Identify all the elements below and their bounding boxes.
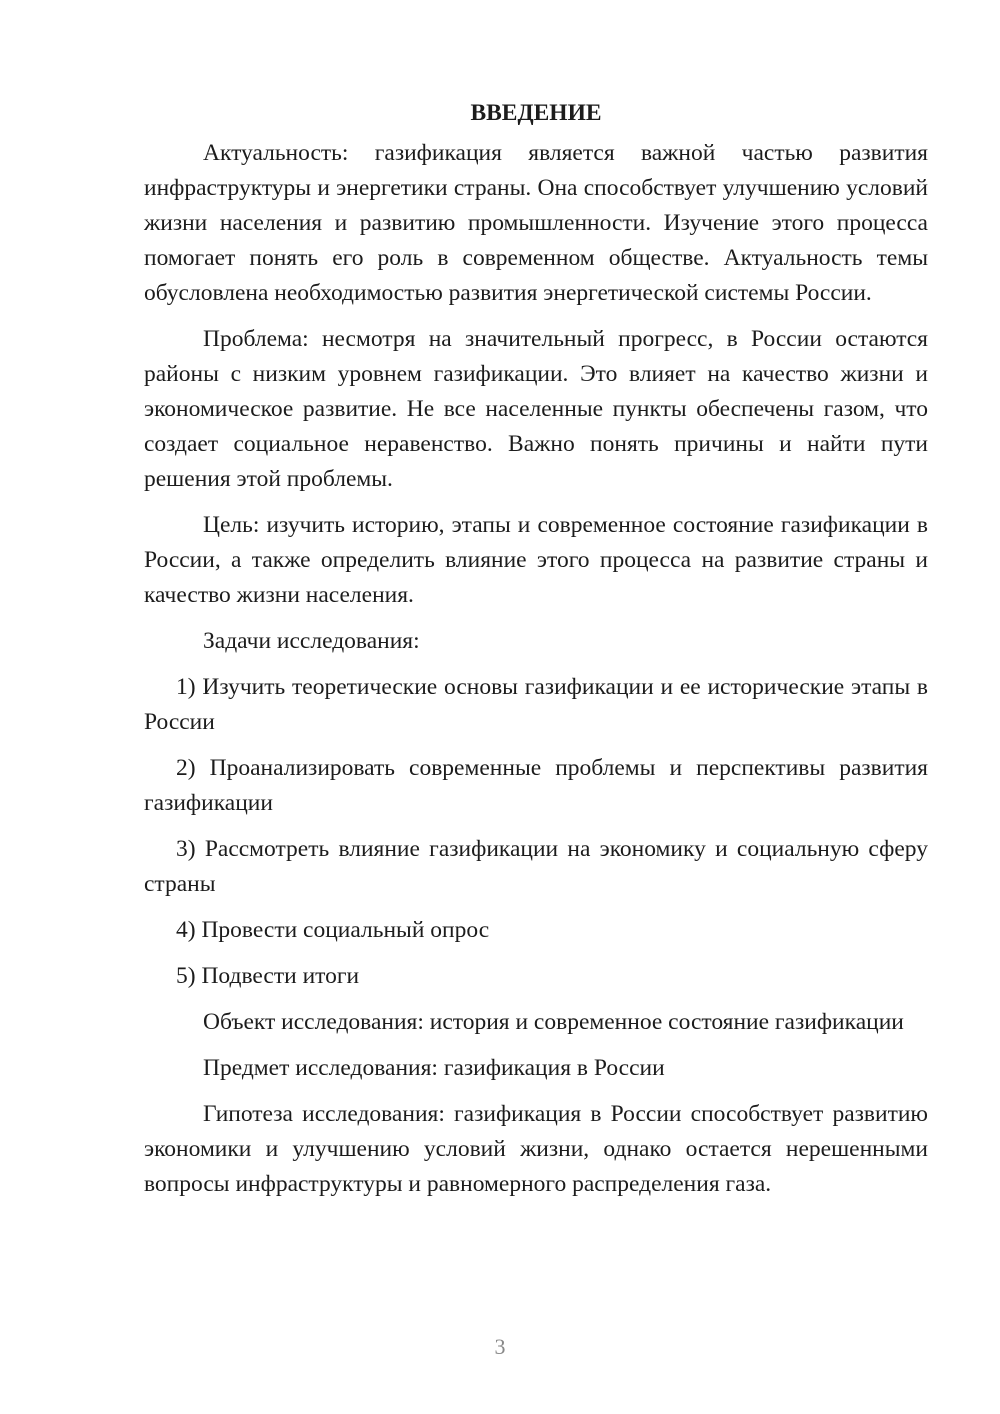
task-item: 1) Изучить теоретические основы газификации и ее исторические этапы в России [144, 674, 928, 735]
subject-paragraph: Предмет исследования: газификация в России [203, 1055, 665, 1081]
object-paragraph: Объект исследования: история и современное состояние газификации [203, 1009, 904, 1035]
task-item: 3) Рассмотреть влияние газификации на экономику и социальную сферу страны [144, 836, 928, 897]
hypothesis-paragraph: Гипотеза исследования: газификация в России способствует развитию экономики и улучшению условий жизни, однако остается нерешенными вопросы инфраструктуры и равномерного распределения газа. [144, 1101, 928, 1197]
goal-paragraph: Цель: изучить историю, этапы и современное состояние газификации в России, а также определить влияние этого процесса на развитие страны и качество жизни населения. [144, 512, 928, 608]
task-item: 2) Проанализировать современные проблемы и перспективы развития газификации [144, 755, 928, 816]
relevance-paragraph: Актуальность: газификация является важной частью развития инфраструктуры и энергетики страны. Она способствует улучшению условий жизни населения и развитию промышленности. Изучение этого процесса помогает понять его роль в современном обществе. Актуальность темы обусловлена необходимостью развития энергетической системы России. [144, 140, 928, 306]
problem-paragraph: Проблема: несмотря на значительный прогресс, в России остаются районы с низким уровнем газификации. Это влияет на качество жизни и экономическое развитие. Не все населенные пункты обеспечены газом, что создает социальное неравенство. Важно понять причины и найти пути решения этой проблемы. [144, 326, 928, 492]
task-item: 4) Провести социальный опрос [176, 917, 490, 943]
page-number: 3 [494, 1334, 506, 1359]
task-item: 5) Подвести итоги [176, 963, 360, 989]
tasks-heading: Задачи исследования: [203, 628, 420, 654]
page-title: ВВЕДЕНИЕ [470, 100, 602, 126]
